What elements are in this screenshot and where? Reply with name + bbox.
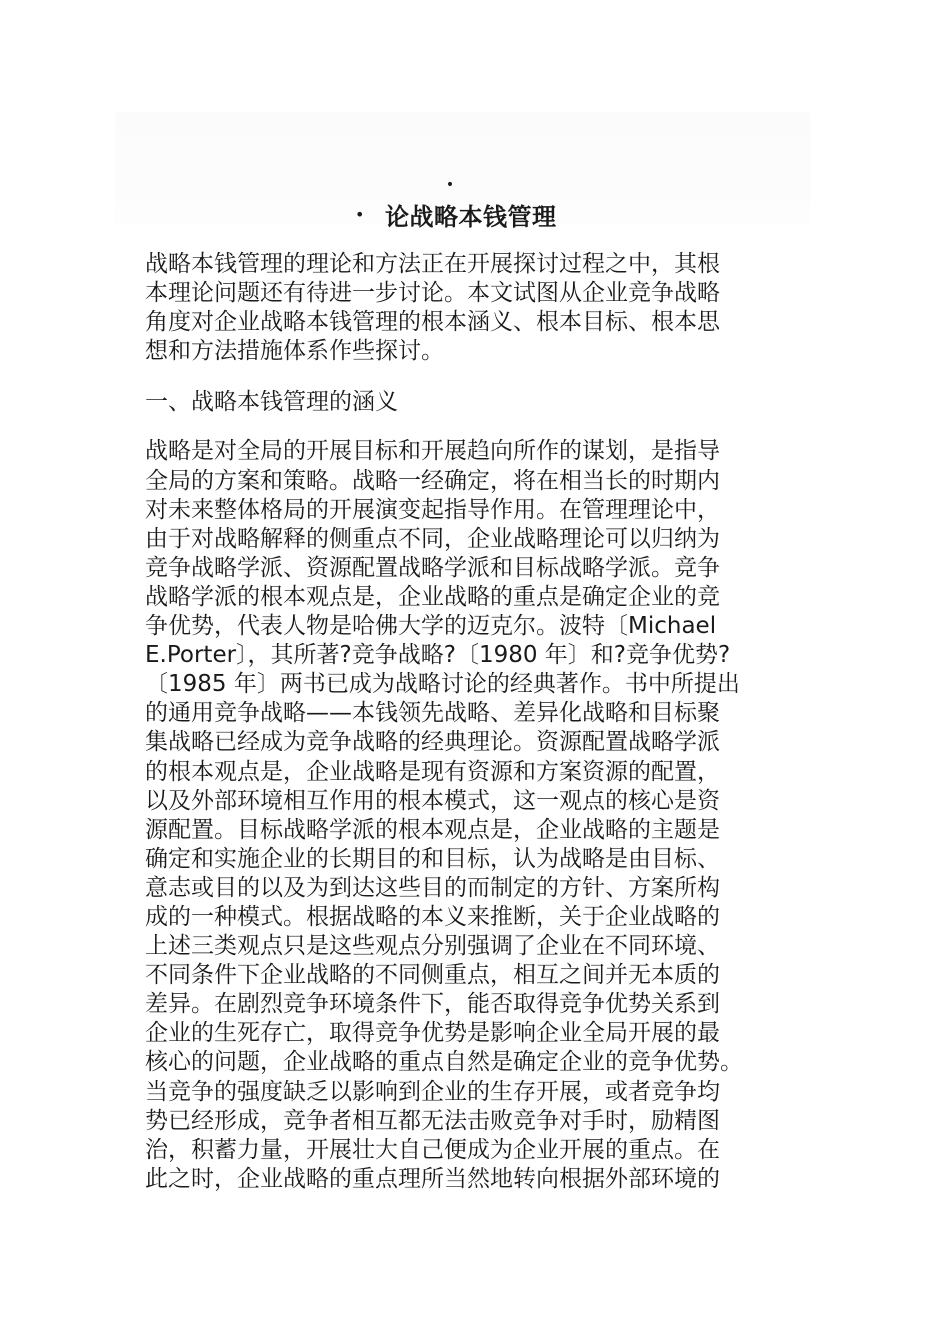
intro-paragraph: 战略本钱管理的理论和方法正在开展探讨过程之中，其根 本理论问题还有待进一步讨论。本文试图从企业竞争战略 角度对企业战略本钱管理的根本涵义、根本目标、根本思 想和方法措施体系作些探讨。 bbox=[145, 251, 720, 365]
document-body bbox=[145, 250, 805, 1216]
page-title: 论战略本钱管理 bbox=[385, 202, 557, 231]
title-bullet-marker: • bbox=[355, 204, 365, 224]
body-paragraph: 战略是对全局的开展目标和开展趋向所作的谋划，是指导 全局的方案和策略。战略一经确定，将在相当长的时期内 对未来整体格局的开展演变起指导作用。在管理理论中， 由于对战略解释的侧重点不同，企业战略理论可以归纳为 竞争战略学派、资源配置战略学派和目标战略学派。竞争 战略学派的根本观点是，企业战略的重点是确定企业的竞 争优势，代表人物是哈佛大学的迈克尔。波特〔Michael E.Porter〕，其所著?竞争战略?〔1980 年〕和?竞争优势? 〔1985 年〕两书已成为战略讨论的经典著作。书中所提出 的通用竞争战略——本钱领先战略、差异化战略和目标聚 集战略已经成为竞争战略的经典理论。资源配置战略学派 的根本观点是，企业战略是现有资源和方案资源的配置， 以及外部环境相互作用的根本模式，这一观点的核心是资 源配置。目标战略学派的根本观点是，企业战略的主题是 确定和实施企业的长期目的和目标，认为战略是由目标、 意志或目的以及为到达这些目的而制定的方针、方案所构 成的一种模式。根据战略的本义来推断，关于企业战略的 上述三类观点只是这些观点分别强调了企业在不同环境、 不同条件下企业战略的不同侧重点，相互之间并无本质的 差异。在剧烈竞争环境条件下，能否取得竞争优势关系到 企业的生死存亡，取得竞争优势是影响企业全局开展的最 核心的问题，企业战略的重点自然是确定企业的竞争优势。 当竞争的强度缺乏以影响到企业的生存开展，或者竞争均 势已经形成，竞争者相互都无法击败竞争对手时，励精图 治，积蓄力量，开展壮大自己便成为企业开展的重点。在 此之时，企业战略的重点理所当然地转向根据外部环境的 bbox=[145, 438, 743, 1192]
section-heading: 一、战略本钱管理的涵义 bbox=[145, 389, 398, 416]
title-row bbox=[355, 197, 557, 231]
bullet-marker: • bbox=[445, 177, 455, 193]
